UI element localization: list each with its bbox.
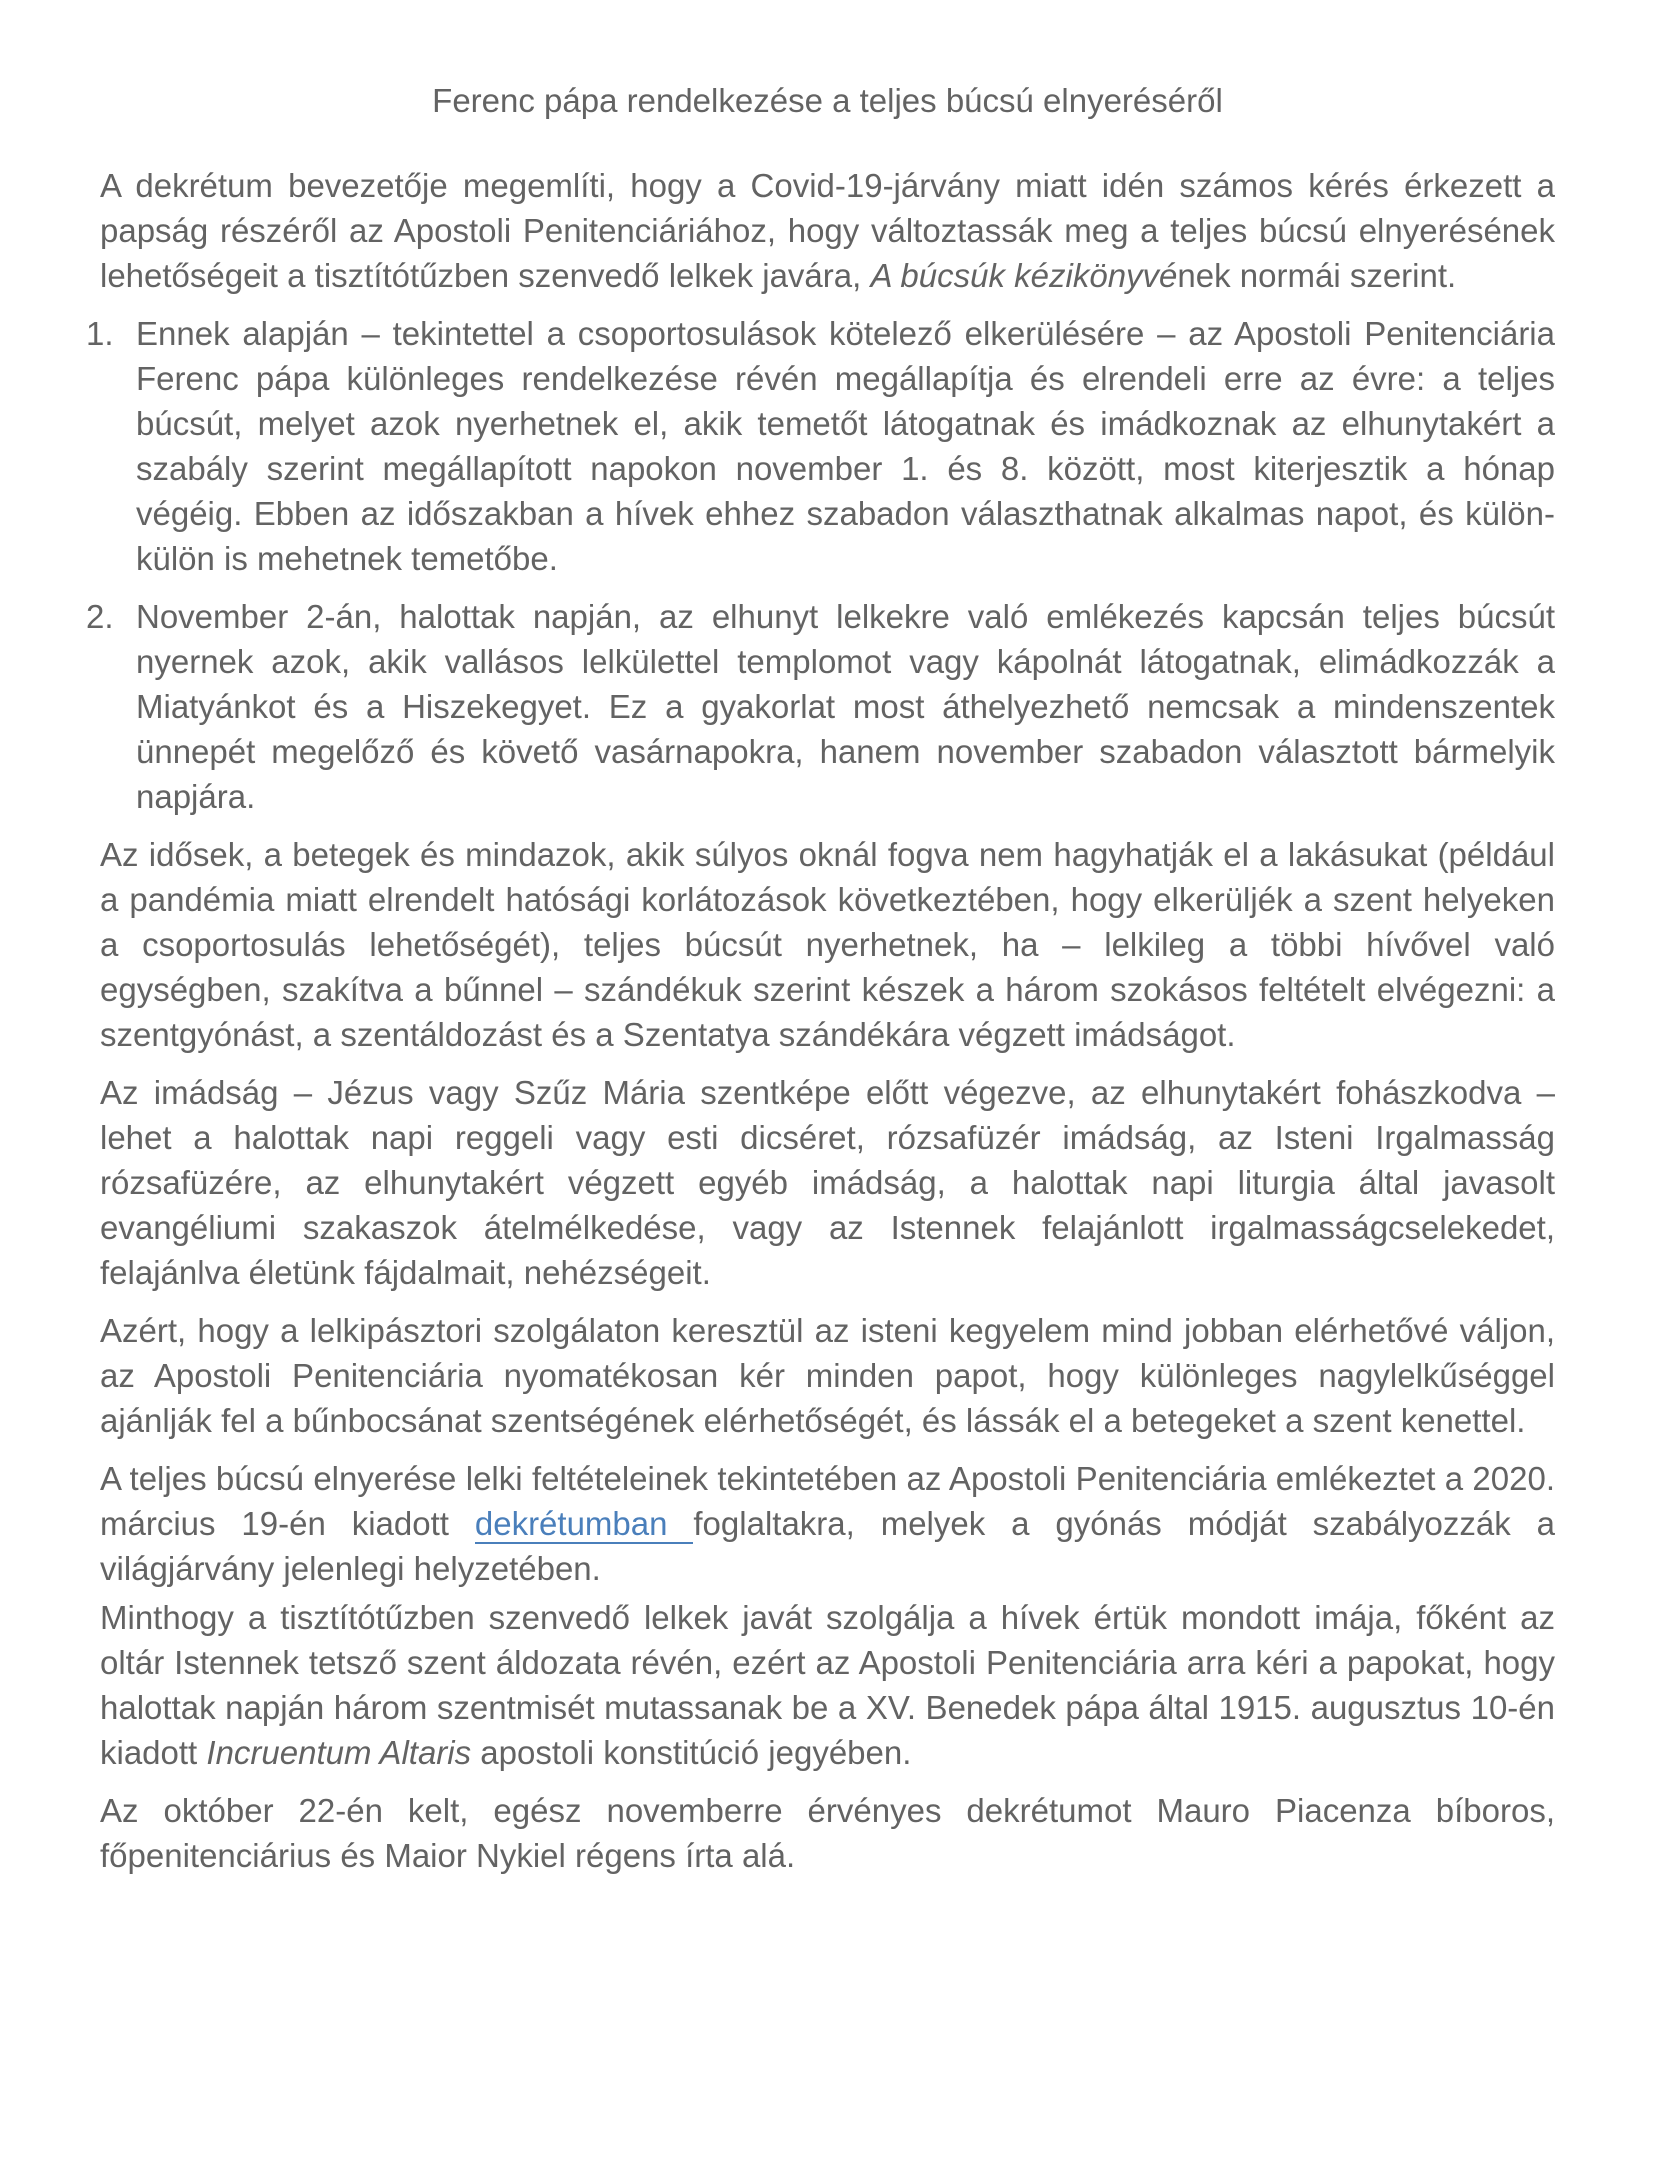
conditions-paragraph — [100, 1456, 1555, 1591]
elderly-paragraph: Az idősek, a betegek és mindazok, akik súlyos oknál fogva nem hagyhatják el a lakásukat (például a pandémia miatt elrendelt hatósági korlátozások következtében, hogy elkerüljék a szent helyeken a csoportosulás lehetőségét), teljes búcsút nyerhetnek, ha – lelkileg a többi hívővel való egységben, szakítva a bűnnel – szándékuk szerint készek a három szokásos feltételt elvégezni: a szentgyónást, a szentáldozást és a Szentatya szándékára végzett imádságot. — [100, 836, 1555, 1053]
list-item-2 — [86, 594, 1555, 819]
list-item-1-number: 1. — [86, 315, 114, 352]
masses-text-tail: apostoli konstitúció jegyében. — [471, 1734, 912, 1771]
prayer-paragraph: Az imádság – Jézus vagy Szűz Mária szentképe előtt végezve, az elhunytakért fohászkodva – lehet a halottak napi reggeli vagy esti dicséret, rózsafüzér imádság, az Isteni Irgalmasság rózsafüzére, az elhunytakért végzett egyéb imádság, a halottak napi liturgia által javasolt evangéliumi szakaszok átelmélkedése, vagy az Istennek felajánlott irgalmasságcselekedet, felajánlva életünk fájdalmait, nehézségeit. — [100, 1074, 1555, 1291]
conditions-text-tail: foglaltakra, melyek a gyónás módját szabályozzák a világjárvány jelenlegi helyzetében. — [100, 1505, 1556, 1587]
list-item-2-text: November 2-án, halottak napján, az elhunyt lelkekre való emlékezés kapcsán teljes búcsút nyernek azok, akik vallásos lelkülettel templomot vagy kápolnát látogatnak, elimádkozzák a Miatyánkot és a Hiszekegyet. Ez a gyakorlat most áthelyezhető nemcsak a mindenszentek ünnepét megelőző és követő vasárnapokra, hanem november szabadon választott bármelyik napjára. — [136, 598, 1555, 815]
list-item-1 — [86, 311, 1555, 581]
masses-paragraph — [100, 1595, 1555, 1775]
pastoral-paragraph: Azért, hogy a lelkipásztori szolgálaton keresztül az isteni kegyelem mind jobban elérhetővé váljon, az Apostoli Penitenciária nyomatékosan kér minden papot, hogy különleges nagylelkűséggel ajánlják fel a bűnbocsánat szentségének elérhetőségét, és lássák el a betegeket a szent kenettel. — [100, 1312, 1555, 1439]
book-title-italic: A búcsúk kézikönyvé — [870, 257, 1178, 294]
conditions-text: A teljes búcsú elnyerése lelki feltételeinek tekintetében az Apostoli Penitenciária emlékeztet a 2020. március 19-én kiadott — [100, 1460, 1555, 1542]
signature-paragraph: Az október 22-én kelt, egész novemberre érvényes dekrétumot Mauro Piacenza bíboros, főpenitenciárius és Maior Nykiel régens írta alá. — [100, 1792, 1555, 1874]
constitution-title-italic: Incruentum Altaris — [206, 1734, 472, 1771]
dekretum-link[interactable]: dekrétumban — [474, 1505, 694, 1542]
intro-paragraph — [100, 163, 1555, 298]
list-item-1-text: Ennek alapján – tekintettel a csoportosulások kötelező elkerülésére – az Apostoli Penitenciária Ferenc pápa különleges rendelkezése révén megállapítja és elrendeli erre az évre: a teljes búcsút, melyet azok nyerhetnek el, akik temetőt látogatnak és imádkoznak az elhunytakért a szabály szerint megállapított napokon november 1. és 8. között, most kiterjesztik a hónap végéig. Ebben az időszakban a hívek ehhez szabadon választhatnak alkalmas napot, és külön-külön is mehetnek temetőbe. — [136, 315, 1555, 577]
intro-text: A dekrétum bevezetője megemlíti, hogy a Covid-19-járvány miatt idén számos kérés érkezett a papság részéről az Apostoli Penitenciáriához, hogy változtassák meg a teljes búcsú elnyerésének lehetőségeit a tisztítótűzben szenvedő lelkek javára, — [100, 167, 1555, 294]
intro-text-tail: nek normái szerint. — [1177, 257, 1457, 294]
masses-text: Minthogy a tisztítótűzben szenvedő lelkek javát szolgálja a hívek értük mondott imája, főként az oltár Istennek tetsző szent áldozata révén, ezért az Apostoli Penitenciária arra kéri a papokat, hogy halottak napján három szentmisét mutassanak be a XV. Benedek pápa által 1915. augusztus 10-én kiadott — [100, 1599, 1555, 1771]
page-title: Ferenc pápa rendelkezése a teljes búcsú elnyeréséről — [432, 82, 1223, 119]
list-item-2-number: 2. — [86, 598, 114, 635]
